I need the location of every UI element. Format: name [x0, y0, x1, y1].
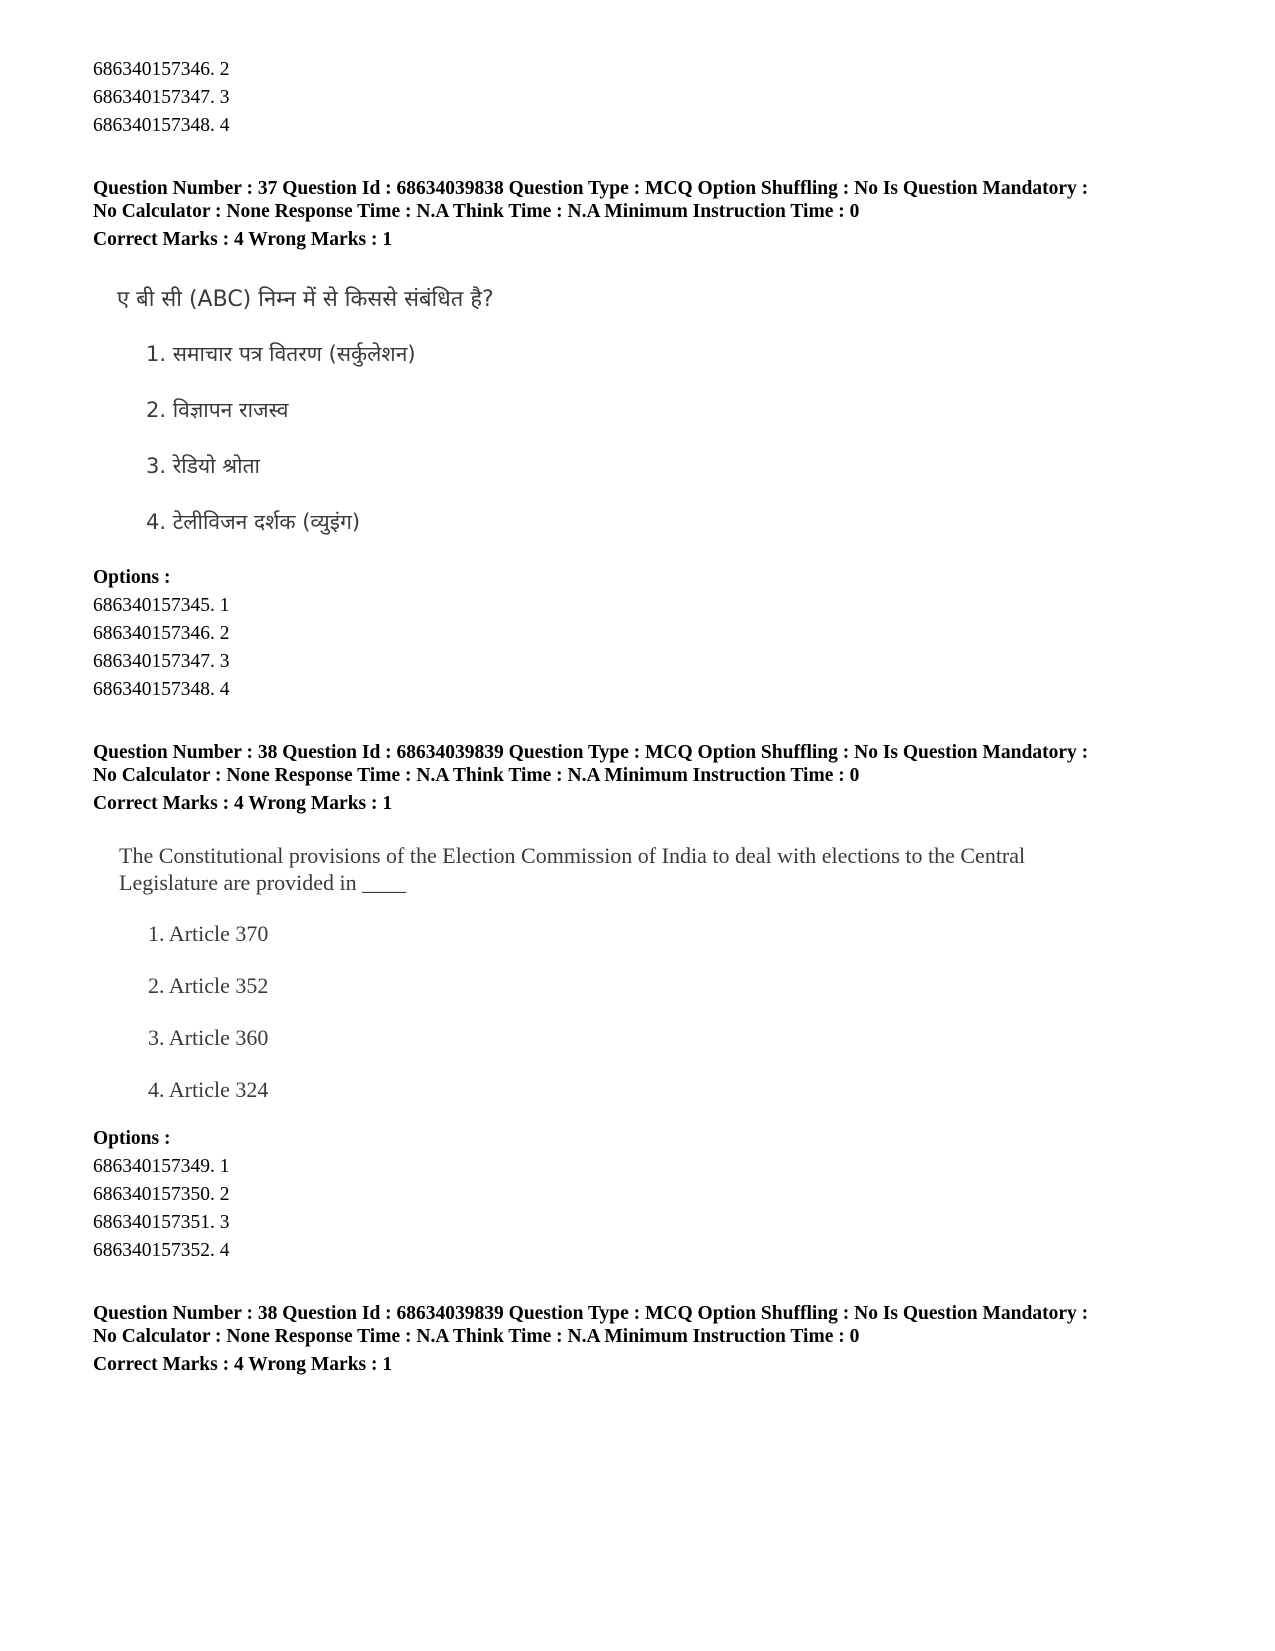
question-marks: Correct Marks : 4 Wrong Marks : 1: [93, 1354, 393, 1375]
answer-choice: 4. टेलीविजन दर्शक (व्युइंग): [146, 510, 361, 534]
question-header: No Calculator : None Response Time : N.A Think Time : N.A Minimum Instruction Time : 0: [93, 765, 860, 786]
answer-choice: 1. Article 370: [148, 921, 269, 946]
option-id-line: 686340157347. 3: [93, 651, 230, 672]
question-marks: Correct Marks : 4 Wrong Marks : 1: [93, 229, 393, 250]
option-id-line: 686340157346. 2: [93, 623, 230, 644]
option-id-line: 686340157350. 2: [93, 1184, 230, 1205]
answer-choice: 3. रेडियो श्रोता: [146, 454, 260, 478]
question-header: Question Number : 37 Question Id : 68634039838 Question Type : MCQ Option Shuffling : No Is Question Mandatory :: [93, 178, 1089, 199]
options-label: Options :: [93, 1128, 171, 1149]
question-header: No Calculator : None Response Time : N.A Think Time : N.A Minimum Instruction Time : 0: [93, 1326, 860, 1347]
question-stem: The Constitutional provisions of the Election Commission of India to deal with elections to the Central: [119, 843, 1026, 868]
question-header: Question Number : 38 Question Id : 68634039839 Question Type : MCQ Option Shuffling : No Is Question Mandatory :: [93, 742, 1089, 763]
answer-choice: 2. Article 352: [148, 973, 269, 998]
question-marks: Correct Marks : 4 Wrong Marks : 1: [93, 793, 393, 814]
option-id-line: 686340157352. 4: [93, 1240, 230, 1261]
answer-choice: 3. Article 360: [148, 1025, 269, 1050]
question-header: No Calculator : None Response Time : N.A Think Time : N.A Minimum Instruction Time : 0: [93, 201, 860, 222]
answer-choice: 2. विज्ञापन राजस्व: [146, 398, 289, 422]
option-id-line: 686340157351. 3: [93, 1212, 230, 1233]
option-id-line: 686340157348. 4: [93, 115, 230, 136]
options-label: Options :: [93, 567, 171, 588]
answer-choice: 4. Article 324: [148, 1077, 269, 1102]
option-id-line: 686340157349. 1: [93, 1156, 230, 1177]
option-id-line: 686340157348. 4: [93, 679, 230, 700]
option-id-line: 686340157346. 2: [93, 59, 230, 80]
answer-choice: 1. समाचार पत्र वितरण (सर्कुलेशन): [146, 342, 416, 366]
question-stem: Legislature are provided in ____: [119, 870, 407, 895]
option-id-line: 686340157345. 1: [93, 595, 230, 616]
question-stem: ए बी सी (ABC) निम्न में से किससे संबंधित है?: [117, 287, 494, 312]
question-header: Question Number : 38 Question Id : 68634039839 Question Type : MCQ Option Shuffling : No Is Question Mandatory :: [93, 1303, 1089, 1324]
option-id-line: 686340157347. 3: [93, 87, 230, 108]
